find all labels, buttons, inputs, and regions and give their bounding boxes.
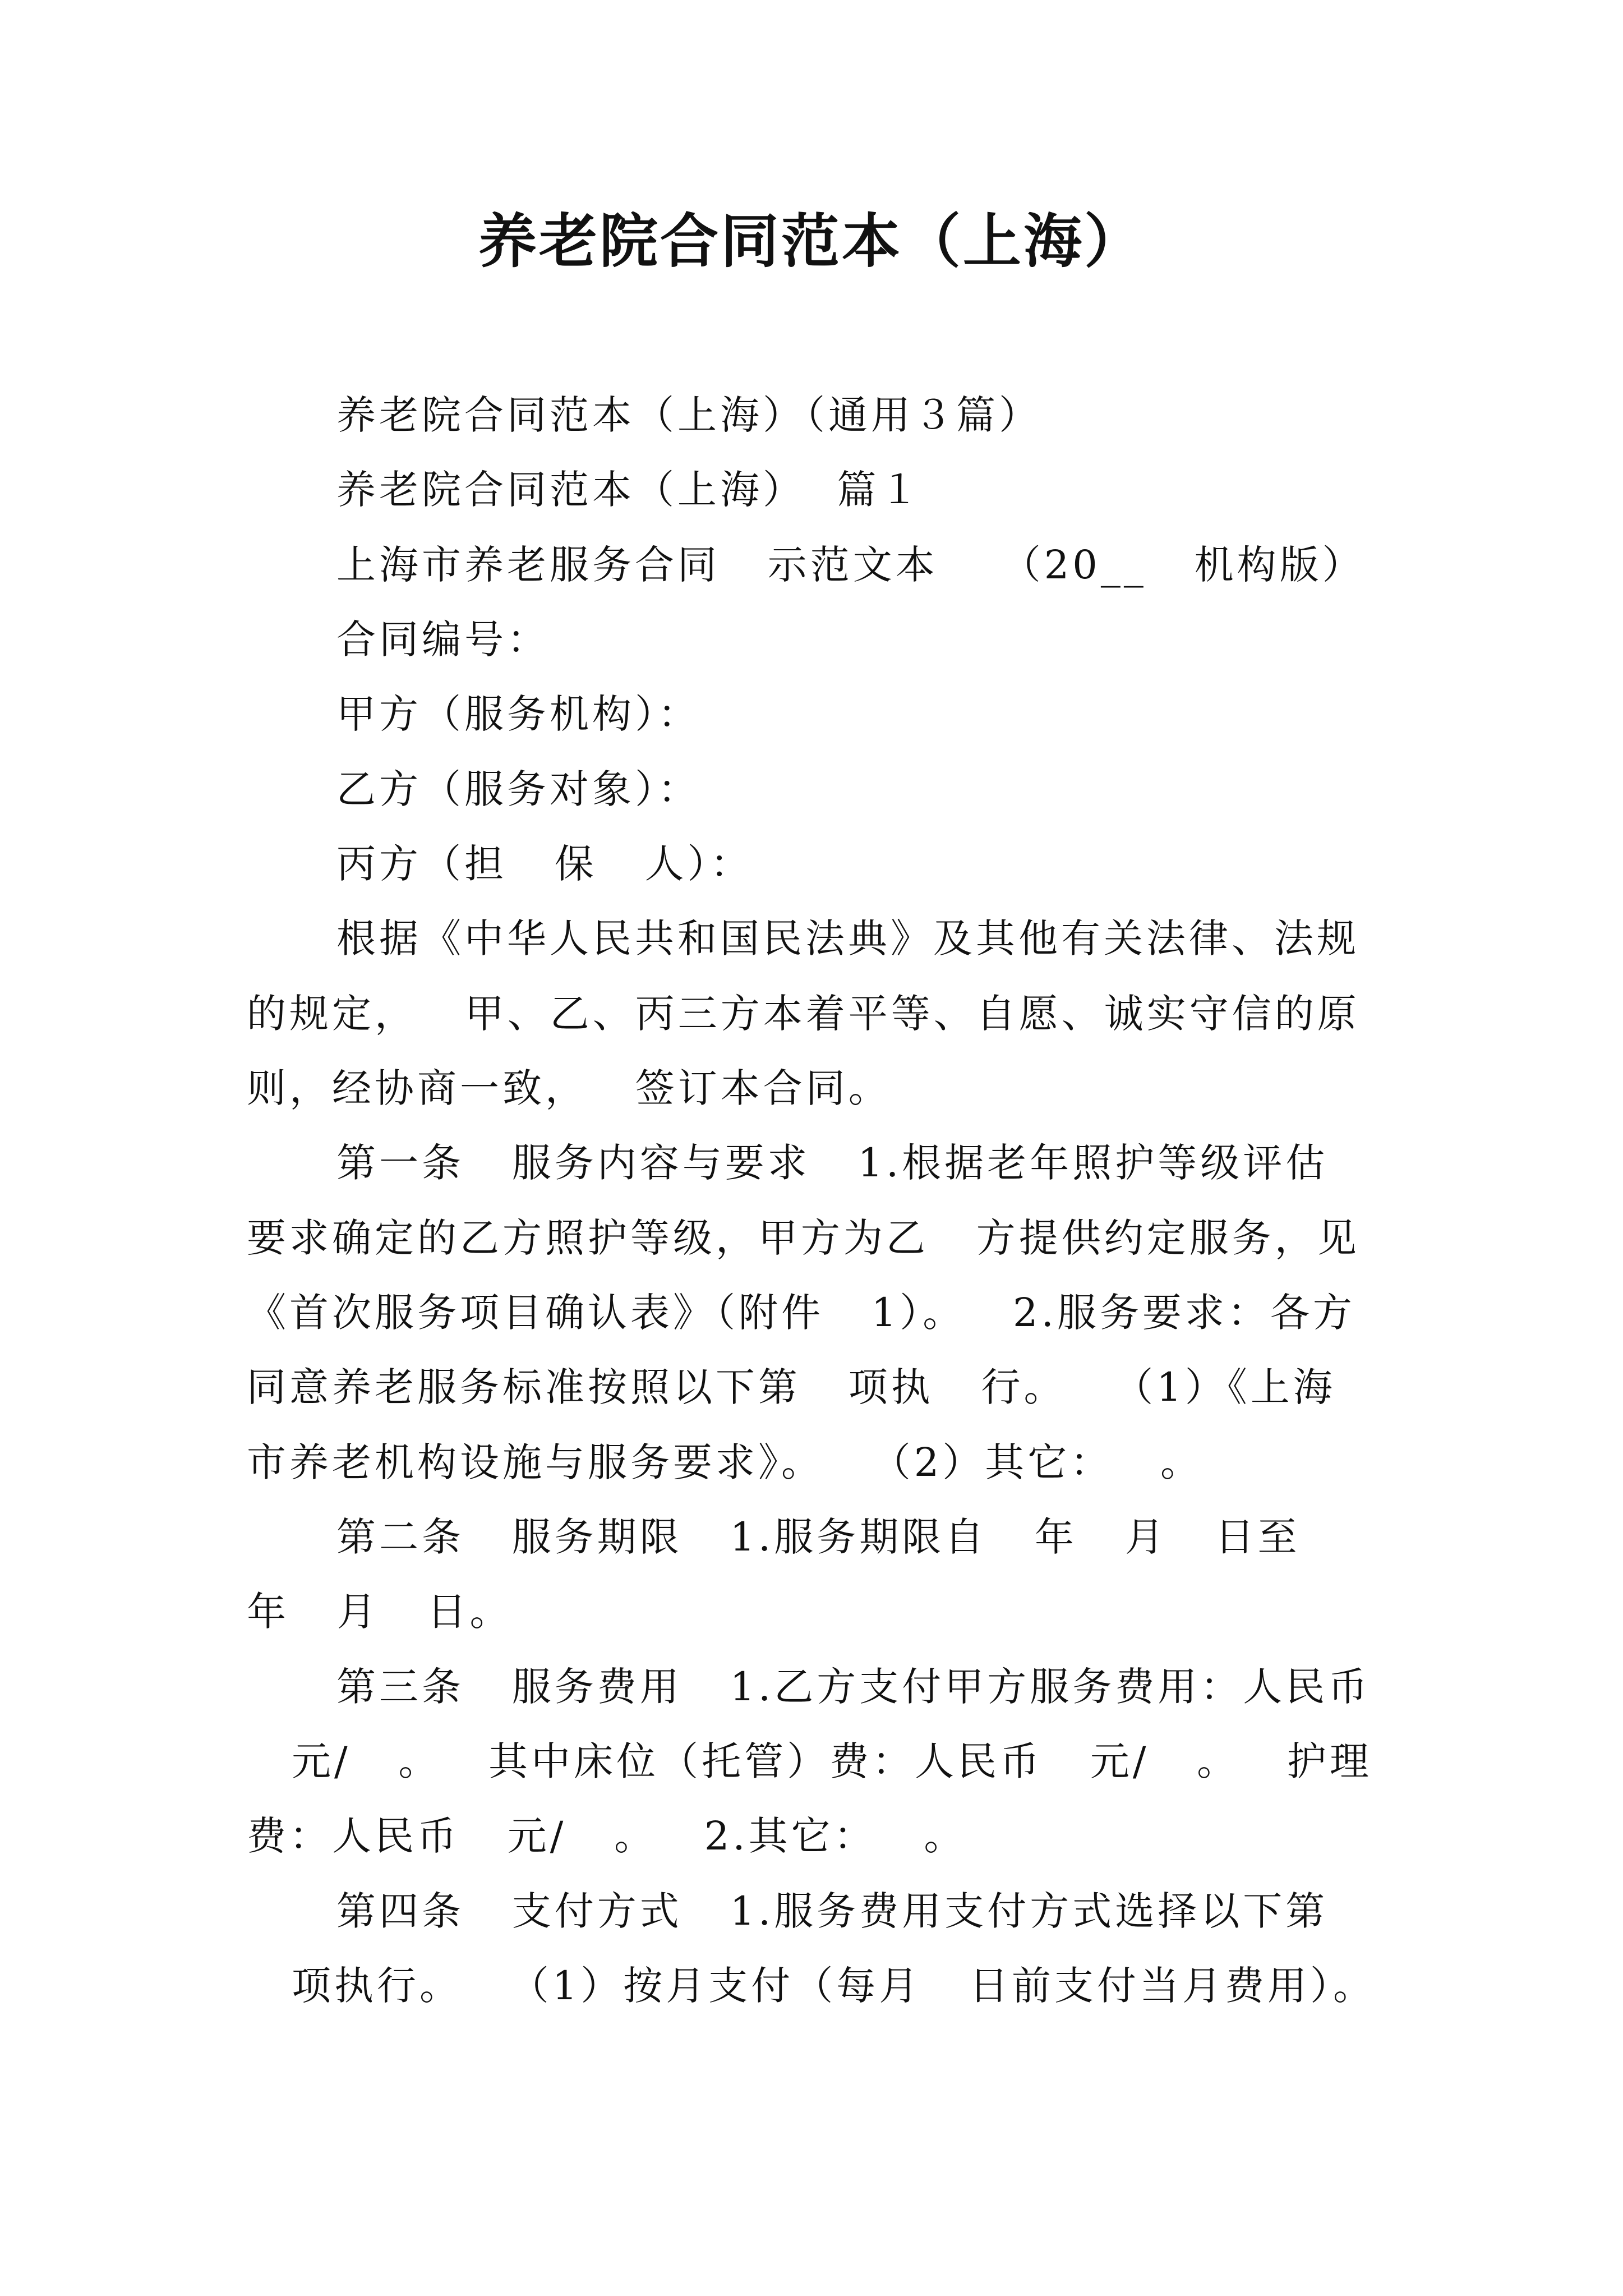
article-1-line: 第一条 服务内容与要求 1.根据老年照护等级评估 xyxy=(336,1140,1329,1186)
contract-number-line: 合同编号： xyxy=(336,616,550,662)
article-4-line: 第四条 支付方式 1.服务费用支付方式选择以下第 xyxy=(336,1888,1329,1934)
article-4-line: 项执行。 （1）按月支付（每月 日前支付当月费用）。 xyxy=(292,1963,1376,2009)
article-3-line: 元/ 。 其中床位（托管）费：人民币 元/ 。 护理 xyxy=(292,1738,1372,1784)
paragraph-line: 的规定， 甲、乙、丙三方本着平等、自愿、诚实守信的原 xyxy=(247,991,1360,1037)
party-c-line: 丙方（担 保 人）： xyxy=(336,841,753,887)
article-3-line: 第三条 服务费用 1.乙方支付甲方服务费用：人民币 xyxy=(336,1664,1371,1710)
article-3-line: 费：人民币 元/ 。 2.其它： 。 xyxy=(247,1813,967,1859)
article-1-line: 《首次服务项目确认表》（附件 1）。 2.服务要求：各方 xyxy=(247,1290,1355,1336)
party-b-line: 乙方（服务对象）： xyxy=(336,766,700,812)
article-1-line: 要求确定的乙方照护等级，甲方为乙 方提供约定服务，见 xyxy=(247,1215,1360,1261)
subtitle-line: 养老院合同范本（上海）（通用３篇） xyxy=(336,392,1041,438)
article-1-line: 同意养老服务标准按照以下第 项执 行。 （1）《上海 xyxy=(247,1364,1336,1410)
article-2-line: 第二条 服务期限 1.服务期限自 年 月 日至 xyxy=(336,1514,1301,1560)
article-1-line: 市养老机构设施与服务要求》。 （2）其它： 。 xyxy=(247,1439,1204,1485)
contract-name-line: 上海市养老服务合同 示范文本 （20__ 机构版） xyxy=(336,542,1365,588)
section-heading-line: 养老院合同范本（上海） 篇１ xyxy=(336,467,923,513)
paragraph-line: 根据《中华人民共和国民法典》及其他有关法律、法规 xyxy=(336,915,1359,961)
article-2-line: 年 月 日。 xyxy=(247,1589,513,1635)
document-title: 养老院合同范本（上海） xyxy=(478,206,1145,275)
paragraph-line: 则，经协商一致， 签订本合同。 xyxy=(247,1065,891,1111)
party-a-line: 甲方（服务机构）： xyxy=(336,691,700,737)
